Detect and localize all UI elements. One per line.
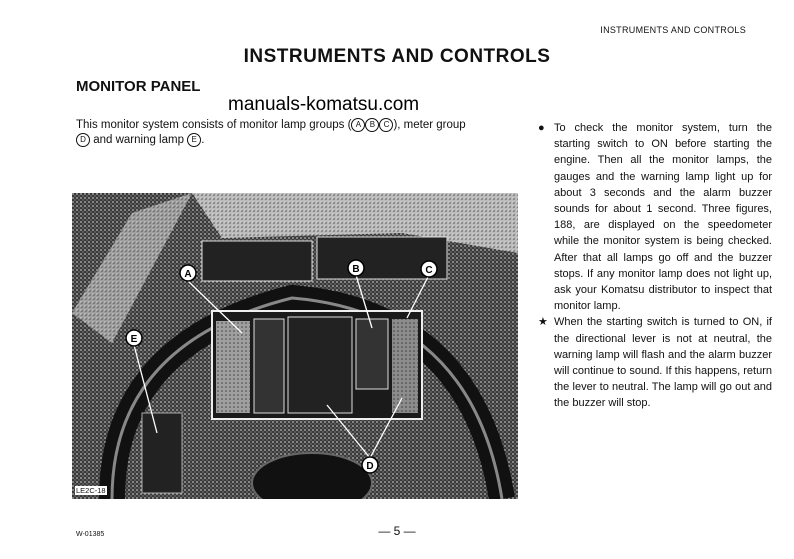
notes-column — [538, 120, 772, 412]
label-e-symbol: E — [187, 133, 201, 147]
label-d-symbol: D — [76, 133, 90, 147]
svg-text:B: B — [352, 264, 360, 275]
svg-text:D: D — [366, 461, 374, 472]
section-heading: MONITOR PANEL — [76, 78, 201, 95]
label-b-symbol: B — [365, 118, 379, 132]
monitor-panel-photo — [72, 193, 518, 499]
svg-text:A: A — [184, 269, 192, 280]
note-check-system: ● To check the monitor system, turn the starting switch to ON before starting the engine. Then all the monitor lamps, the gauges and the warning lamp light up for about 3 seconds and the alarm buzzer sounds for about 1 second. Three figures, 188, are displayed on the speedometer while the monitor system is being checked. After that all lamps go off and the buzzer stops. If any monitor lamp does not light up, ask your Komatsu distributor to inspect that monitor lamp. — [538, 120, 772, 314]
figure-code: LE2C-18 — [76, 486, 106, 495]
bullet-icon: ● — [538, 122, 545, 134]
doc-code: W-01385 — [76, 531, 105, 538]
page-title: INSTRUMENTS AND CONTROLS — [243, 46, 551, 67]
running-header: INSTRUMENTS AND CONTROLS — [600, 25, 746, 35]
watermark: manuals-komatsu.com — [228, 94, 420, 115]
svg-text:C: C — [425, 265, 433, 276]
note-directional-lever: ★ When the starting switch is turned to ON, if the directional lever is not at neutral, the warning lamp will flash and the alarm buzzer will continue to sound. If this happens, return the lever to neutral. The lamp will go out and the buzzer will stop. — [538, 314, 772, 411]
svg-text:E: E — [130, 334, 138, 345]
intro-paragraph: This monitor system consists of monitor lamp groups ( A B C ), meter group D and warning lamp E . — [76, 119, 466, 147]
label-c-symbol: C — [379, 118, 393, 132]
star-icon: ★ — [538, 316, 548, 329]
label-a-symbol: A — [351, 118, 365, 132]
page-number: — 5 — — [378, 524, 416, 538]
warning-lamp-housing — [142, 413, 182, 493]
visor-left — [202, 241, 312, 281]
